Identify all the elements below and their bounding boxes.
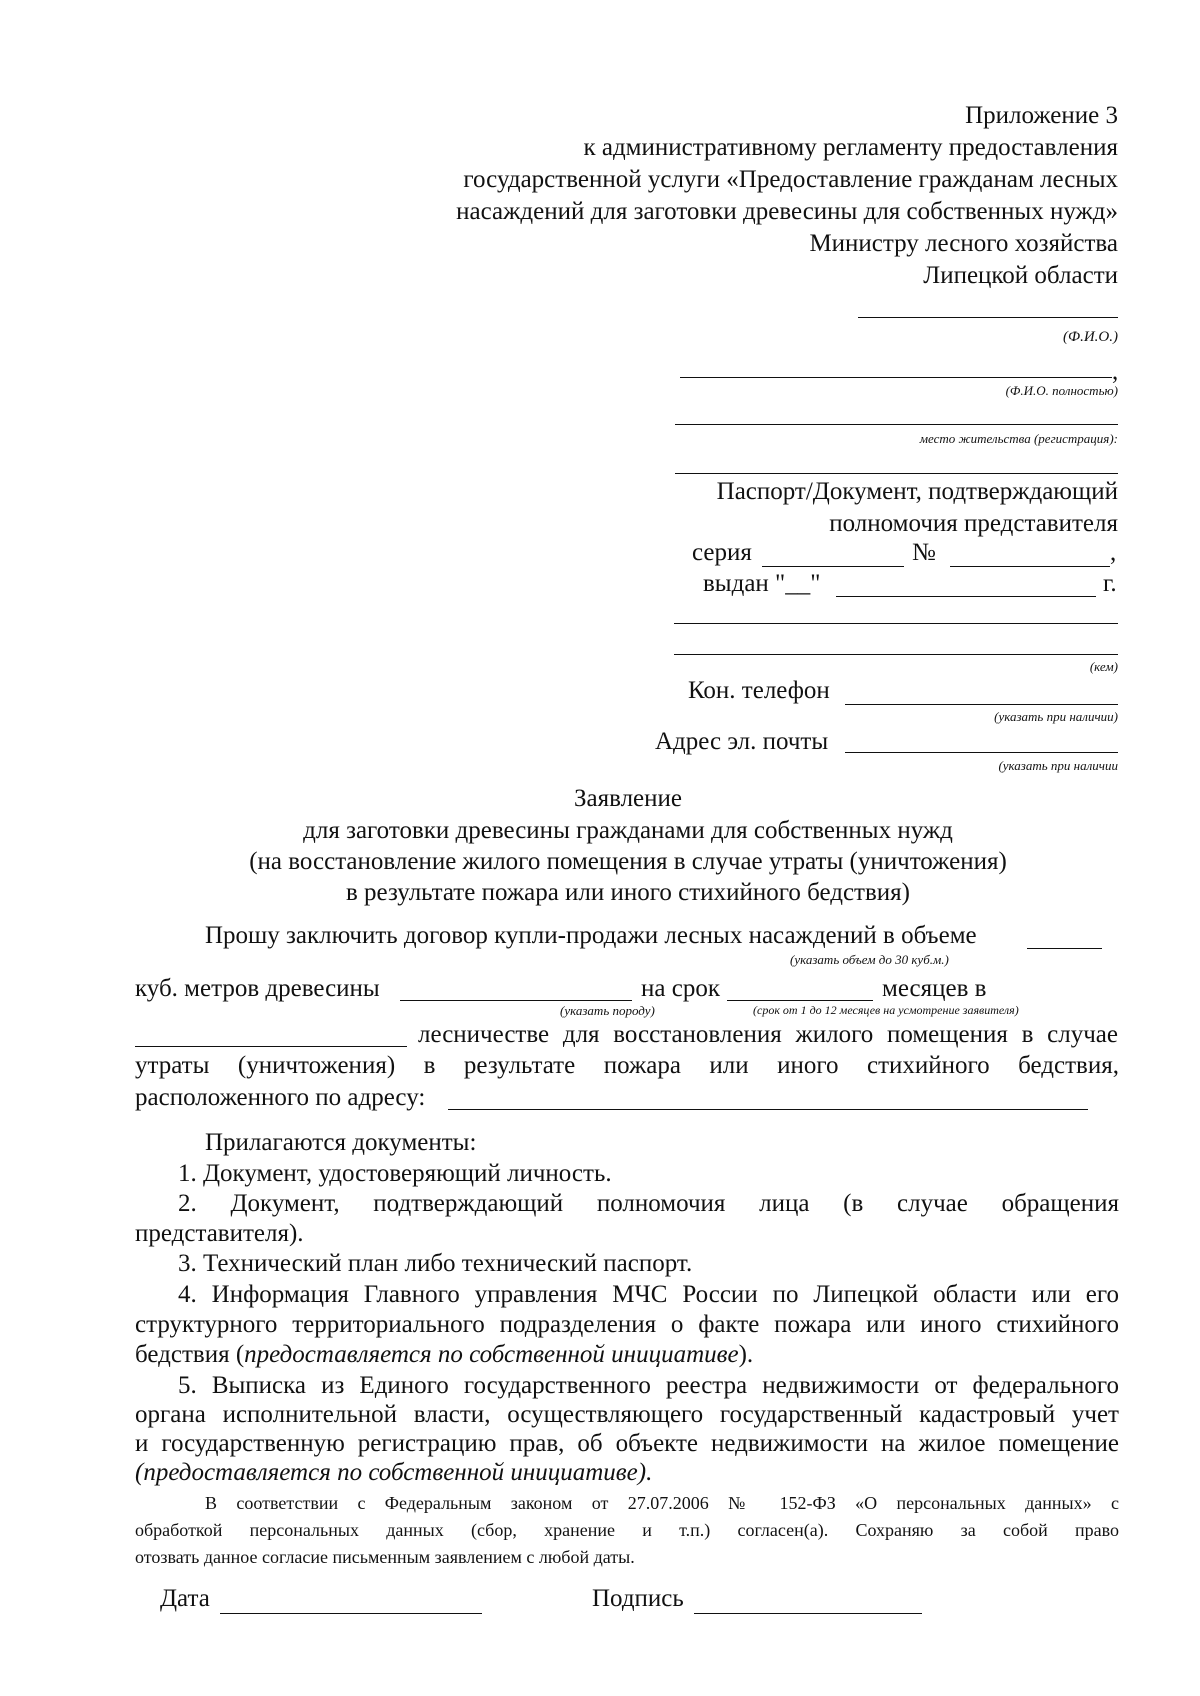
attachment-item-4: 4. Информация Главного управления МЧС России по Липецкой области или его (178, 1281, 1119, 1308)
cubic-label: куб. метров древесины (135, 975, 380, 1002)
fio-full-comma: , (1112, 358, 1119, 385)
addressee-line-1: Министру лесного хозяйства (809, 230, 1118, 257)
issuer-hint: (кем) (1089, 659, 1118, 674)
fio-full-hint: (Ф.И.О. полностью) (1005, 383, 1118, 398)
residence-line-2[interactable] (675, 473, 1118, 474)
attachment-item-2-cont: представителя). (135, 1220, 304, 1247)
attachment-item-1: 1. Документ, удостоверяющий личность. (178, 1160, 612, 1187)
fio-short-line[interactable] (858, 317, 1118, 318)
address-label: расположенного по адресу: (135, 1084, 426, 1111)
request-line-4: утраты (уничтожения) в результате пожара или иного стихийного бедствия, (135, 1052, 1119, 1079)
number-label: № (912, 539, 936, 566)
appendix-label: Приложение 3 (965, 102, 1118, 129)
issued-date-field[interactable] (836, 596, 1096, 597)
passport-line-2: полномочия представителя (829, 510, 1118, 537)
residence-hint: место жительства (регистрация): (919, 431, 1118, 446)
attachment-item-4-end (135, 1341, 753, 1369)
fio-short-hint: (Ф.И.О.) (1063, 329, 1118, 345)
request-line-1: Прошу заключить договор купли-продажи лесных насаждений в объеме (205, 922, 977, 949)
email-hint: (указать при наличии (998, 758, 1118, 773)
email-field[interactable] (845, 752, 1118, 753)
passport-line-1: Паспорт/Документ, подтверждающий (716, 478, 1118, 505)
document-title: Заявление (573, 785, 683, 812)
series-label: серия (692, 539, 752, 566)
attachment-item-4-end-a: бедствия ( (135, 1341, 245, 1368)
attachment-item-4-end-b: ). (738, 1341, 754, 1368)
header-line-4: насаждений для заготовки древесины для собственных нужд» (456, 198, 1118, 225)
species-hint: (указать породу) (560, 1003, 655, 1018)
issued-label: выдан "__" (703, 570, 821, 597)
attachment-item-5: 5. Выписка из Единого государственного реестра недвижимости от федерального (178, 1372, 1119, 1399)
addressee-line-2: Липецкой области (923, 262, 1118, 289)
months-label: месяцев в (882, 975, 987, 1002)
series-field[interactable] (762, 566, 904, 567)
date-field[interactable] (220, 1613, 482, 1614)
email-label: Адрес эл. почты (655, 728, 829, 755)
term-field[interactable] (727, 1000, 873, 1001)
phone-label: Кон. телефон (688, 677, 830, 704)
title-line-3: (на восстановление жилого помещения в случае утраты (уничтожения) (249, 848, 1007, 875)
signature-label: Подпись (592, 1585, 684, 1612)
consent-line-3: отозвать данное согласие письменным заявлением с любой даты. (135, 1547, 635, 1567)
attachment-item-5-line-3: и государственную регистрацию прав, об объекте недвижимости на жилое помещение (135, 1430, 1119, 1457)
forestry-text: лесничестве для восстановления жилого помещения в случае (418, 1021, 1118, 1048)
term-hint: (срок от 1 до 12 месяцев на усмотрение заявителя) (753, 1003, 1019, 1017)
attachment-item-2: 2. Документ, подтверждающий полномочия лица (в случае обращения (178, 1190, 1119, 1217)
attachments-heading: Прилагаются документы: (205, 1129, 477, 1156)
attachment-item-4-cont: структурного территориального подразделения о факте пожара или иного стихийного (135, 1311, 1119, 1338)
attachment-item-5-line-2: органа исполнительной власти, осуществляющего государственный кадастровый учет (135, 1401, 1119, 1428)
phone-hint: (указать при наличии) (994, 709, 1118, 724)
title-line-2: для заготовки древесины гражданами для собственных нужд (303, 817, 953, 844)
consent-line-1: В соответствии с Федеральным законом от 27.07.2006 № 152-ФЗ «О персональных данных» с (205, 1493, 1119, 1513)
signature-field[interactable] (694, 1613, 922, 1614)
attachment-item-5-end: (предоставляется по собственной инициативе). (135, 1459, 653, 1486)
consent-line-2: обработкой персональных данных (сбор, хранение и т.п.) согласен(а). Сохраняю за собой право (135, 1520, 1119, 1540)
attachment-item-4-italic: предоставляется по собственной инициативе (244, 1341, 739, 1368)
date-label: Дата (160, 1585, 210, 1612)
volume-field[interactable] (1027, 948, 1102, 949)
title-line-4: в результате пожара или иного стихийного бедствия) (345, 879, 910, 906)
phone-field[interactable] (845, 704, 1118, 705)
attachment-item-3: 3. Технический план либо технический паспорт. (178, 1250, 693, 1277)
issuer-line-2[interactable] (674, 654, 1118, 655)
volume-hint: (указать объем до 30 куб.м.) (790, 952, 949, 967)
number-field[interactable] (950, 566, 1110, 567)
address-field[interactable] (448, 1109, 1088, 1110)
term-label: на срок (641, 975, 720, 1002)
residence-line[interactable] (675, 424, 1118, 425)
header-line-3: государственной услуги «Предоставление гражданам лесных (463, 166, 1118, 193)
forestry-field[interactable] (135, 1046, 407, 1047)
header-line-2: к административному регламенту предоставления (583, 134, 1118, 161)
issuer-line-1[interactable] (674, 623, 1118, 624)
species-field[interactable] (400, 1000, 632, 1001)
year-suffix: г. (1103, 570, 1117, 597)
fio-full-line[interactable] (680, 377, 1112, 378)
number-comma: , (1110, 539, 1117, 566)
